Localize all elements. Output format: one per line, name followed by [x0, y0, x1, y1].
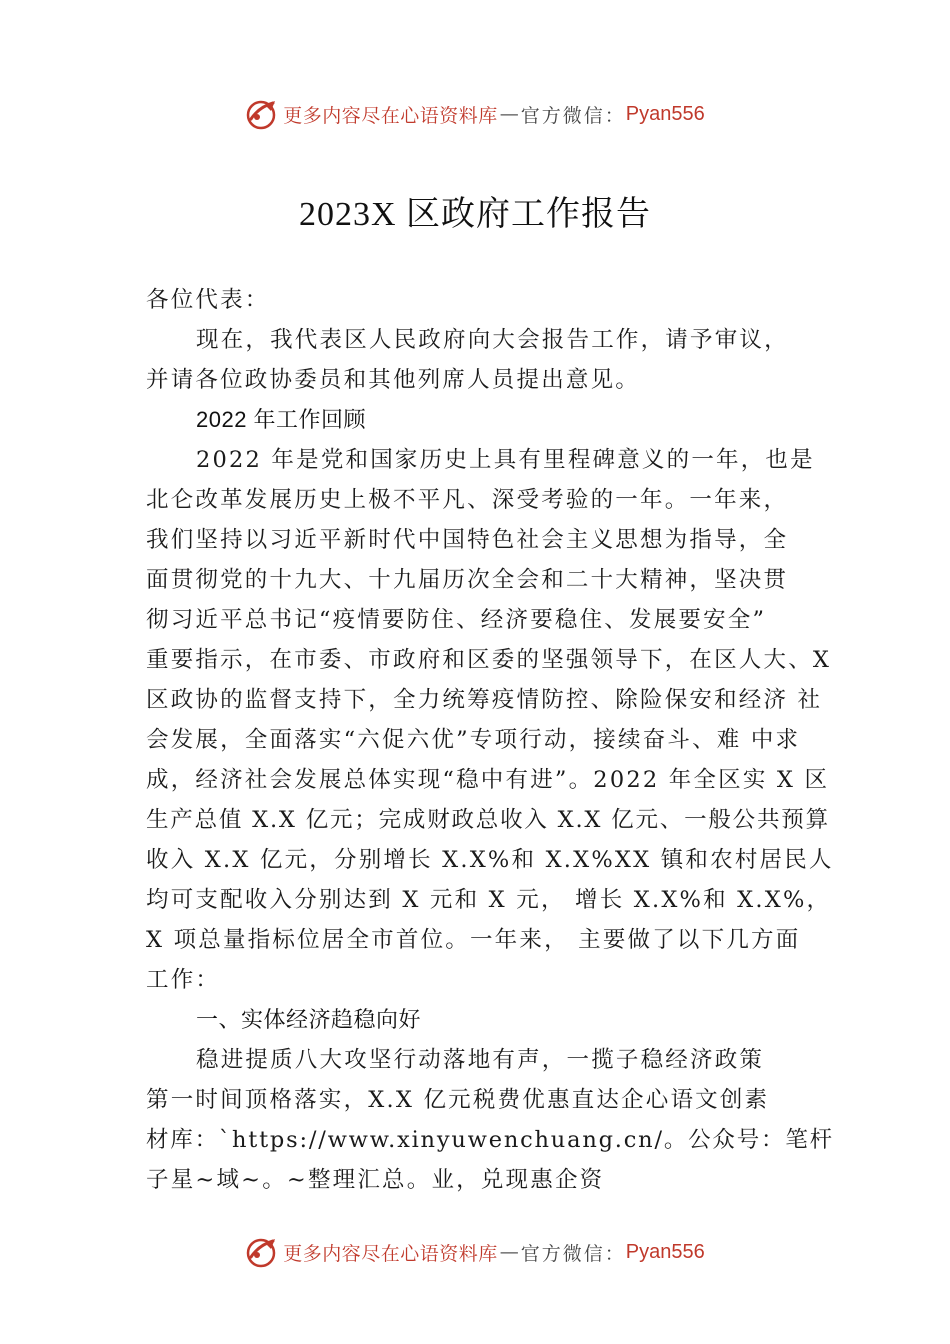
pen-logo-icon	[245, 97, 279, 131]
paragraph-line: 材库：`https://www.xinyuwenchuang.cn/。公众号：笔杆	[146, 1127, 834, 1153]
paragraph-line: 各位代表：	[146, 287, 270, 313]
paragraph-line: 区政协的监督支持下，全力统筹疫情防控、除险保安和经济 社	[146, 687, 823, 713]
paragraph-line: 成，经济社会发展总体实现“稳中有进”。2022 年全区实 X 区	[146, 767, 830, 793]
paragraph-line: 稳进提质八大攻坚行动落地有声，一揽子稳经济政策	[196, 1047, 765, 1073]
watermark-banner-bottom	[0, 1232, 950, 1272]
paragraph-line: 子星~域~。~整理汇总。业，兑现惠企资	[146, 1167, 605, 1193]
paragraph-line: 收入 X.X 亿元，分别增长 X.X%和 X.X%XX 镇和农村居民人	[146, 847, 834, 873]
watermark-banner-top	[0, 94, 950, 134]
section-heading: 一、实体经济趋稳向好	[196, 1007, 422, 1032]
paragraph-line: 均可支配收入分别达到 X 元和 X 元， 增长 X.X%和 X.X%，	[146, 887, 832, 913]
paragraph-line: 会发展，全面落实“六促六优”专项行动，接续奋斗、难 中求	[146, 727, 801, 753]
paragraph-line: 我们坚持以习近平新时代中国特色社会主义思想为指导，全	[146, 527, 789, 553]
watermark-text: 更多内容尽在心语资料库	[283, 104, 498, 127]
paragraph-line: 2022 年是党和国家历史上具有里程碑意义的一年，也是	[196, 447, 815, 473]
section-heading: 2022 年工作回顾	[196, 407, 367, 432]
paragraph-line: 彻习近平总书记“疫情要防住、经济要稳住、发展要安全”	[146, 607, 767, 633]
paragraph-line: 工作：	[146, 967, 221, 993]
paragraph-line: 第一时间顶格落实，X.X 亿元税费优惠直达企心语文创素	[146, 1087, 770, 1113]
document-title: 2023X 区政府工作报告	[298, 196, 652, 233]
paragraph-line: X 项总量指标位居全市首位。一年来， 主要做了以下几方面	[146, 927, 801, 953]
watermark-wechat-id: Pyan556	[625, 1240, 705, 1263]
document-body	[146, 280, 836, 1200]
watermark-text: 更多内容尽在心语资料库	[283, 1242, 498, 1265]
paragraph-line: 重要指示，在市委、市政府和区委的坚强领导下，在区人大、X	[146, 647, 832, 673]
watermark-wechat-label: 官方微信：	[520, 1242, 626, 1265]
watermark-separator: —	[499, 103, 519, 125]
paragraph-line: 北仑改革发展历史上极不平凡、深受考验的一年。一年来，	[146, 487, 789, 513]
watermark-wechat-id: Pyan556	[625, 102, 705, 125]
watermark-wechat-label: 官方微信：	[520, 104, 626, 127]
paragraph-line: 生产总值 X.X 亿元；完成财政总收入 X.X 亿元、一般公共预算	[146, 807, 830, 833]
paragraph-line: 现在，我代表区人民政府向大会报告工作，请予审议，	[196, 327, 789, 353]
paragraph-line: 并请各位政协委员和其他列席人员提出意见。	[146, 367, 641, 393]
paragraph-line: 面贯彻党的十九大、十九届历次全会和二十大精神，坚决贯	[146, 567, 789, 593]
watermark-separator: —	[499, 1241, 519, 1263]
pen-logo-icon	[245, 1235, 279, 1269]
